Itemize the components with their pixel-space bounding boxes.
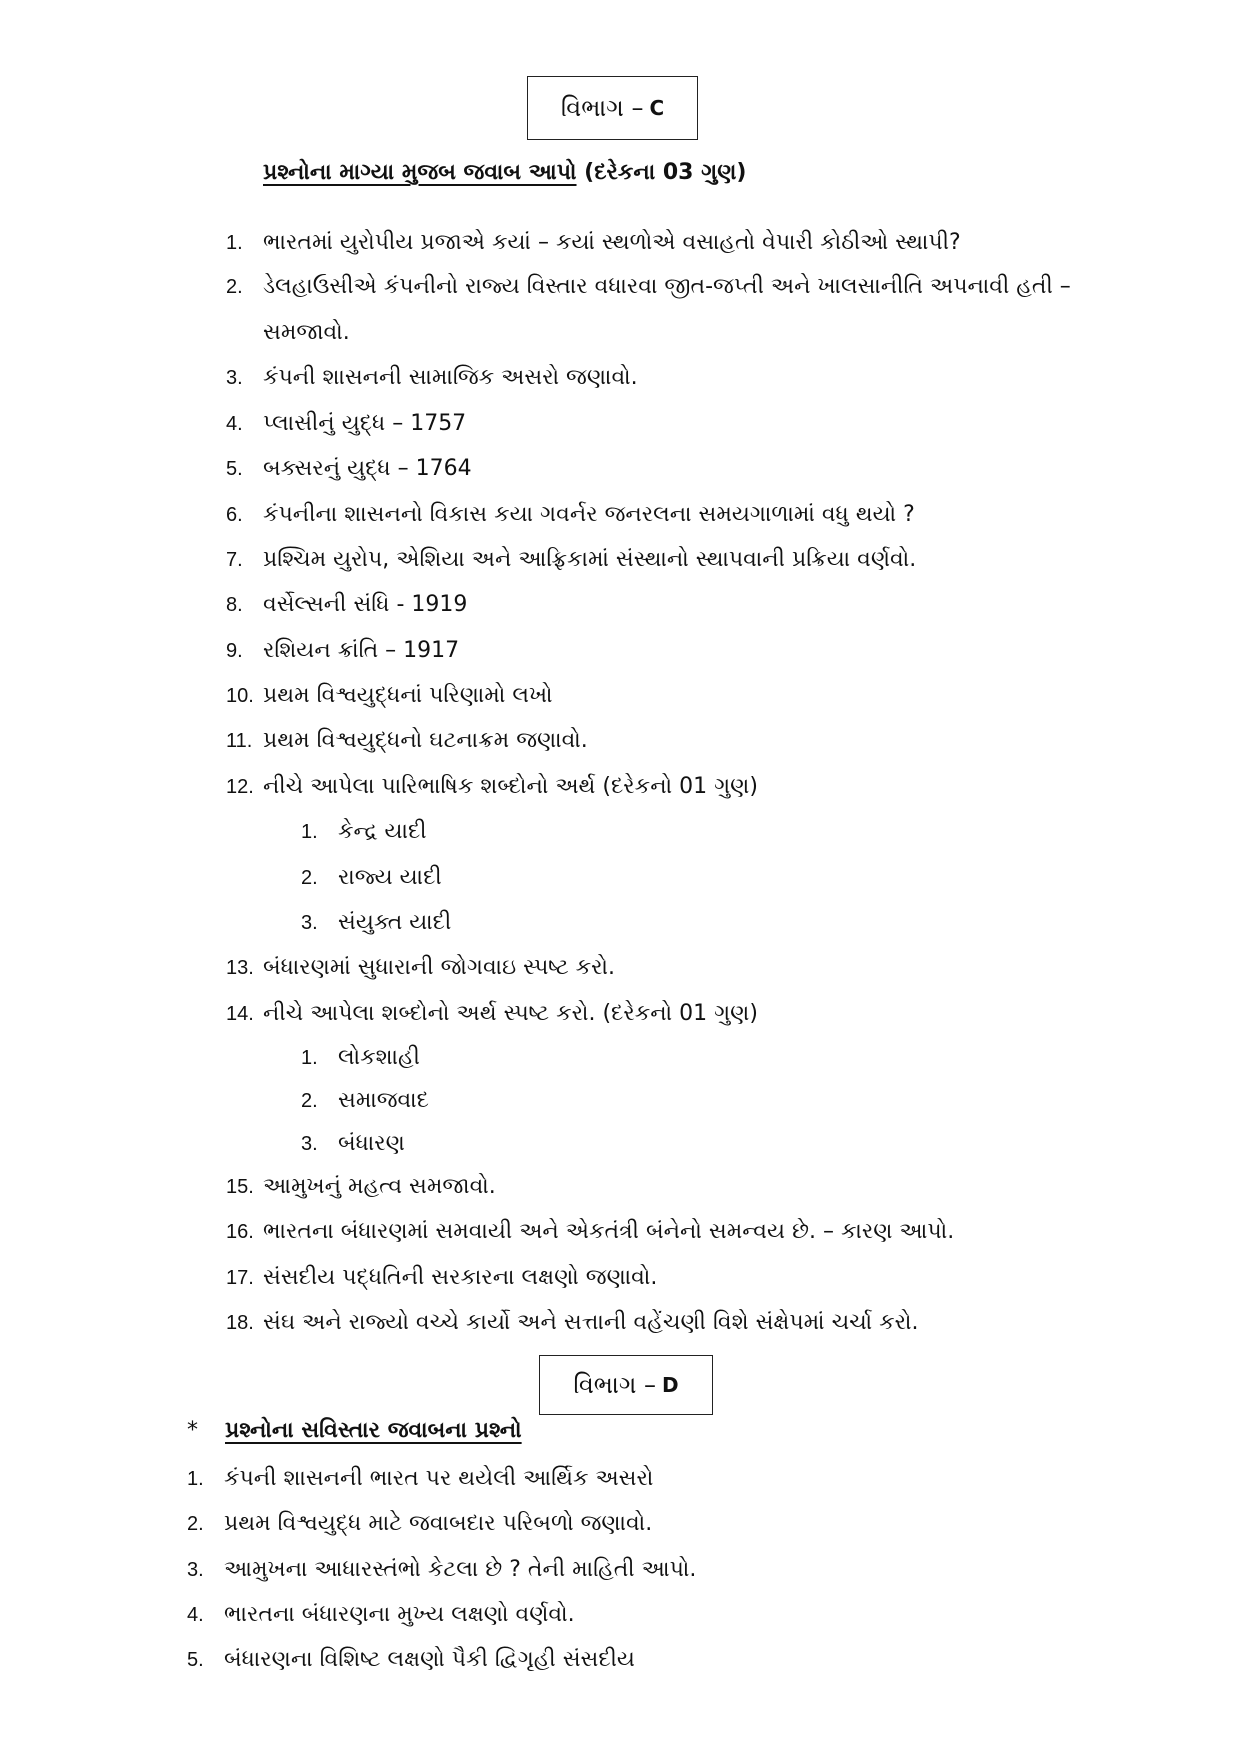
question-c-3 xyxy=(226,363,638,393)
question-d-3 xyxy=(187,1555,696,1585)
question-number: 5. xyxy=(187,1649,204,1671)
question-c-17 xyxy=(226,1263,657,1293)
question-c-12 xyxy=(226,772,758,802)
question-text: ભારતના બંધારણમાં સમવાયી અને એકતંત્રી બંનેનો સમન્વય છે. – કારણ આપો. xyxy=(263,1219,955,1244)
question-number: 2. xyxy=(187,1513,204,1535)
question-c-6 xyxy=(226,500,915,530)
question-number: 16. xyxy=(226,1221,254,1243)
question-text: કંપની શાસનની ભારત પર થયેલી આર્થિક અસરો xyxy=(224,1466,654,1491)
question-text: ભારતમાં યુરોપીય પ્રજાએ કયાં – કયાં સ્થળોએ વસાહતો વેપારી કોઠીઓ સ્થાપી? xyxy=(263,230,961,255)
sub-item-text: બંધારણ xyxy=(338,1131,405,1156)
question-text: આમુખનું મહત્વ સમજાવો. xyxy=(263,1174,496,1199)
question-text: પ્રથમ વિશ્વયુદ્ધનાં પરિણામો લખો xyxy=(263,683,553,708)
question-c-8 xyxy=(226,590,467,620)
sub-item-text: રાજ્ય યાદી xyxy=(338,865,442,890)
question-number: 7. xyxy=(226,549,243,571)
question-c-10 xyxy=(226,681,553,711)
question-number: 3. xyxy=(226,367,243,389)
question-text: વર્સેલ્સની સંધિ - 1919 xyxy=(263,592,468,617)
question-number: 1. xyxy=(226,232,243,254)
section-d-label: વિભાગ – xyxy=(573,1371,656,1399)
question-d-1 xyxy=(187,1464,653,1494)
question-c-18 xyxy=(226,1308,919,1338)
sub-item-number: 2. xyxy=(301,867,318,889)
question-number: 17. xyxy=(226,1267,254,1289)
question-text: સમજાવો. xyxy=(263,320,350,345)
sub-14-item-2 xyxy=(301,1086,429,1116)
question-c-9 xyxy=(226,636,459,666)
question-number: 13. xyxy=(226,957,254,979)
bullet-star: * xyxy=(187,1418,198,1443)
instruction-underlined: પ્રશ્નોના માગ્યા મુજબ જવાબ આપો xyxy=(263,160,577,185)
question-number: 4. xyxy=(187,1604,204,1626)
question-number: 15. xyxy=(226,1176,254,1198)
question-text: બંધારણમાં સુધારાની જોગવાઇ સ્પષ્ટ કરો. xyxy=(263,955,616,980)
question-text: સંસદીય પદ્ધતિની સરકારના લક્ષણો જણાવો. xyxy=(263,1265,658,1290)
sub-item-number: 3. xyxy=(301,1133,318,1155)
question-text: કંપનીના શાસનનો વિકાસ કયા ગવર્નર જનરલના સમયગાળામાં વધુ થયો ? xyxy=(263,502,915,527)
question-c-1 xyxy=(226,228,961,258)
sub-12-item-2 xyxy=(301,863,442,893)
question-text: પ્લાસીનું યુદ્ધ – 1757 xyxy=(263,411,467,436)
question-text: બક્સરનું યુદ્ધ – 1764 xyxy=(263,456,472,481)
question-text: ડેલહાઉસીએ કંપનીનો રાજ્ય વિસ્તાર વધારવા જીત-જપ્તી અને ખાલસાનીતિ અપનાવી હતી – xyxy=(263,274,1071,299)
question-number: 8. xyxy=(226,594,243,616)
question-number: 12. xyxy=(226,776,254,798)
question-number: 4. xyxy=(226,413,243,435)
sub-14-item-3 xyxy=(301,1129,405,1159)
sub-14-item-1 xyxy=(301,1043,420,1073)
sub-item-text: કેન્દ્ર યાદી xyxy=(338,819,427,844)
question-number: 6. xyxy=(226,504,243,526)
question-number: 2. xyxy=(226,276,243,298)
question-number: 18. xyxy=(226,1312,254,1334)
detail-heading-text: પ્રશ્નોના સવિસ્તાર જવાબના પ્રશ્નો xyxy=(225,1418,522,1443)
question-c-14 xyxy=(226,999,758,1029)
question-number: 9. xyxy=(226,640,243,662)
section-d-letter: D xyxy=(662,1373,679,1397)
question-c-16 xyxy=(226,1217,954,1247)
question-c-2 xyxy=(226,272,1071,302)
sub-item-number: 1. xyxy=(301,821,318,843)
question-text: સંઘ અને રાજ્યો વચ્ચે કાર્યો અને સત્તાની વહેંચણી વિશે સંક્ષેપમાં ચર્ચા કરો. xyxy=(263,1310,919,1335)
question-text: ભારતના બંધારણના મુખ્ય લક્ષણો વર્ણવો. xyxy=(224,1602,575,1627)
question-number: 5. xyxy=(226,458,243,480)
question-c-4 xyxy=(226,409,466,439)
section-c-header xyxy=(527,76,698,140)
question-text: પ્રથમ વિશ્વયુદ્ધ માટે જવાબદાર પરિબળો જણાવો. xyxy=(224,1511,653,1536)
sub-item-text: સમાજવાદ xyxy=(338,1088,429,1113)
question-text: રશિયન ક્રાંતિ – 1917 xyxy=(263,638,460,663)
sub-item-text: સંયુક્ત યાદી xyxy=(338,910,452,935)
sub-12-item-1 xyxy=(301,817,427,847)
question-text: બંધારણના વિશિષ્ટ લક્ષણો પૈકી દ્વિગૃહી સંસદીય xyxy=(224,1647,635,1672)
question-text: કંપની શાસનની સામાજિક અસરો જણાવો. xyxy=(263,365,638,390)
question-text: નીચે આપેલા શબ્દોનો અર્થ સ્પષ્ટ કરો. (દરેકનો 01 ગુણ) xyxy=(263,1001,758,1026)
section-c-letter: C xyxy=(649,96,665,120)
question-number: 3. xyxy=(187,1559,204,1581)
question-c-13 xyxy=(226,953,615,983)
question-number: 14. xyxy=(226,1003,254,1025)
question-number: 10. xyxy=(226,685,254,707)
question-c-7 xyxy=(226,545,916,575)
question-text: આમુખના આધારસ્તંભો કેટલા છે ? તેની માહિતી આપો. xyxy=(224,1557,697,1582)
question-d-2 xyxy=(187,1509,652,1539)
question-c-11 xyxy=(226,726,588,756)
question-c-5 xyxy=(226,454,472,484)
question-text: પ્રથમ વિશ્વયુદ્ધનો ઘટનાક્રમ જણાવો. xyxy=(263,728,588,753)
sub-item-number: 1. xyxy=(301,1047,318,1069)
question-number: 11. xyxy=(226,730,253,752)
question-d-5 xyxy=(187,1645,635,1675)
question-c-15 xyxy=(226,1172,496,1202)
question-text: પ્રશ્ચિમ યુરોપ, એશિયા અને આફ્રિકામાં સંસ્થાનો સ્થાપવાની પ્રક્રિયા વર્ણવો. xyxy=(263,547,917,572)
detail-heading xyxy=(187,1418,522,1443)
question-c-2-continued xyxy=(226,318,350,348)
question-d-4 xyxy=(187,1600,575,1630)
question-number: 1. xyxy=(187,1468,204,1490)
sub-item-text: લોકશાહી xyxy=(338,1045,420,1070)
section-d-header xyxy=(539,1355,713,1415)
instruction-line xyxy=(263,160,746,185)
instruction-marks: (દરેકના 03 ગુણ) xyxy=(576,160,747,185)
sub-item-number: 2. xyxy=(301,1090,318,1112)
sub-12-item-3 xyxy=(301,908,451,938)
sub-item-number: 3. xyxy=(301,912,318,934)
section-c-label: વિભાગ – xyxy=(560,94,644,122)
question-text: નીચે આપેલા પારિભાષિક શબ્દોનો અર્થ (દરેકનો 01 ગુણ) xyxy=(263,774,758,799)
